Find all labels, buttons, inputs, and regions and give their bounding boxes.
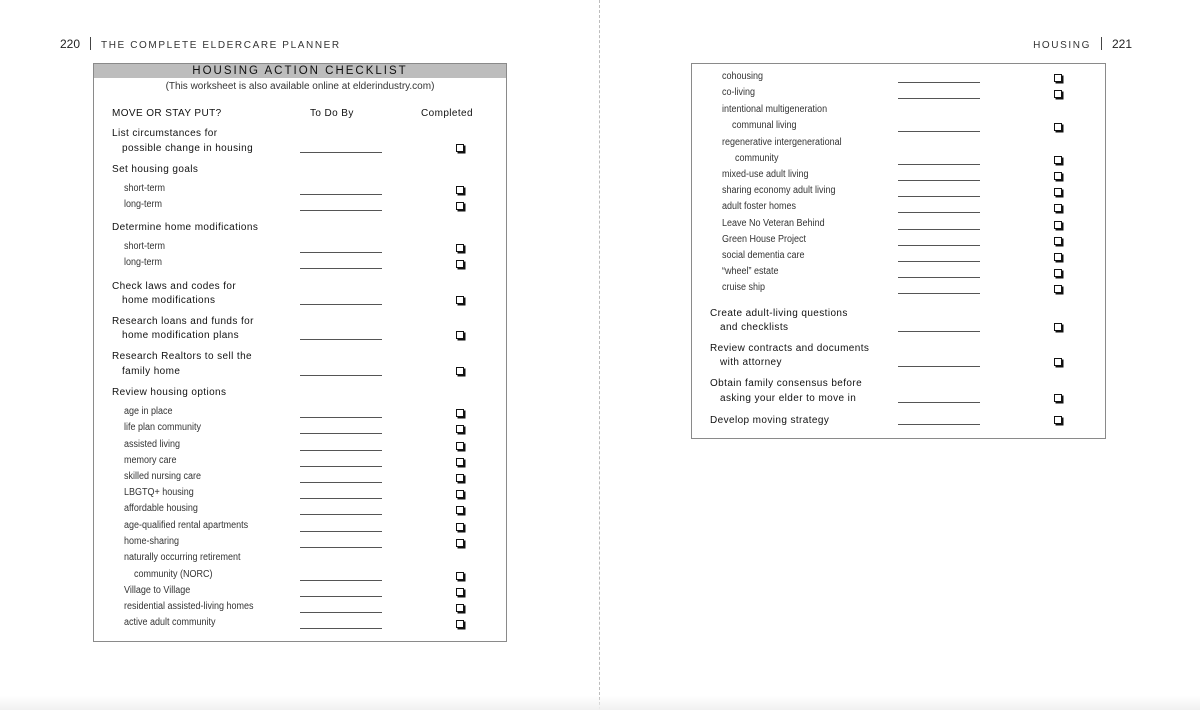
checklist-box-right [691, 63, 1106, 439]
completed-checkbox[interactable] [456, 244, 464, 252]
completed-checkbox[interactable] [456, 202, 464, 210]
option-label: cruise ship [722, 282, 766, 293]
option-label: “wheel” estate [722, 266, 779, 277]
to-do-by-field[interactable] [898, 131, 980, 132]
to-do-by-field[interactable] [300, 268, 382, 269]
option-label: Village to Village [124, 585, 191, 596]
task-label: Review contracts and documents [710, 343, 870, 354]
task-label: home modifications [122, 295, 216, 306]
option-label: active adult community [124, 617, 216, 628]
page-bottom-shadow [0, 696, 1200, 710]
completed-checkbox[interactable] [1054, 237, 1062, 245]
completed-checkbox[interactable] [456, 442, 464, 450]
to-do-by-field[interactable] [300, 580, 382, 581]
option-label: LBGTQ+ housing [124, 487, 194, 498]
task-label: asking your elder to move in [720, 393, 857, 404]
completed-checkbox[interactable] [1054, 74, 1062, 82]
to-do-by-field[interactable] [300, 466, 382, 467]
option-label: mixed-use adult living [722, 169, 809, 180]
to-do-by-field[interactable] [300, 194, 382, 195]
option-label: long-term [124, 257, 163, 268]
to-do-by-field[interactable] [300, 450, 382, 451]
to-do-by-field[interactable] [898, 212, 980, 213]
completed-checkbox[interactable] [456, 425, 464, 433]
column-header-completed: Completed [421, 108, 473, 119]
option-label: adult foster homes [722, 201, 797, 212]
completed-checkbox[interactable] [456, 144, 464, 152]
option-label: age in place [124, 406, 173, 417]
completed-checkbox[interactable] [1054, 172, 1062, 180]
completed-checkbox[interactable] [1054, 90, 1062, 98]
option-label: age-qualified rental apartments [124, 520, 249, 531]
option-label: community (NORC) [134, 569, 213, 580]
to-do-by-field[interactable] [898, 366, 980, 367]
option-label: Leave No Veteran Behind [722, 218, 825, 229]
option-label: residential assisted-living homes [124, 601, 254, 612]
to-do-by-field[interactable] [898, 98, 980, 99]
to-do-by-field[interactable] [300, 531, 382, 532]
completed-checkbox[interactable] [456, 523, 464, 531]
task-label: possible change in housing [122, 143, 254, 154]
option-label: naturally occurring retirement [124, 552, 241, 563]
task-label: List circumstances for [112, 128, 218, 139]
option-label: community [735, 153, 779, 164]
completed-checkbox[interactable] [1054, 188, 1062, 196]
option-label: sharing economy adult living [722, 185, 836, 196]
completed-checkbox[interactable] [456, 186, 464, 194]
task-label: and checklists [720, 322, 789, 333]
completed-checkbox[interactable] [1054, 285, 1062, 293]
task-label: Create adult-living questions [710, 308, 848, 319]
to-do-by-field[interactable] [300, 252, 382, 253]
completed-checkbox[interactable] [456, 490, 464, 498]
left-running-title: THE COMPLETE ELDERCARE PLANNER [101, 40, 341, 51]
completed-checkbox[interactable] [456, 620, 464, 628]
to-do-by-field[interactable] [300, 339, 382, 340]
option-label: communal living [732, 120, 797, 131]
running-head-divider [1101, 37, 1102, 50]
completed-checkbox[interactable] [1054, 156, 1062, 164]
task-label: Review housing options [112, 387, 227, 398]
completed-checkbox[interactable] [456, 539, 464, 547]
completed-checkbox[interactable] [1054, 221, 1062, 229]
to-do-by-field[interactable] [300, 547, 382, 548]
running-head-divider [90, 37, 91, 50]
option-label: co-living [722, 87, 756, 98]
checklist-title: HOUSING ACTION CHECKLIST [94, 64, 506, 78]
to-do-by-field[interactable] [300, 304, 382, 305]
to-do-by-field[interactable] [300, 498, 382, 499]
task-label: with attorney [720, 357, 782, 368]
to-do-by-field[interactable] [898, 331, 980, 332]
right-running-title: HOUSING [1033, 40, 1091, 51]
to-do-by-field[interactable] [898, 164, 980, 165]
completed-checkbox[interactable] [456, 367, 464, 375]
task-label: Determine home modifications [112, 222, 259, 233]
option-label: short-term [124, 183, 166, 194]
task-label: Develop moving strategy [710, 415, 830, 426]
task-label: Check laws and codes for [112, 281, 237, 292]
to-do-by-field[interactable] [300, 628, 382, 629]
to-do-by-field[interactable] [300, 417, 382, 418]
task-label: Obtain family consensus before [710, 378, 863, 389]
task-label: Research Realtors to sell the [112, 351, 252, 362]
option-label: affordable housing [124, 503, 198, 514]
to-do-by-field[interactable] [898, 82, 980, 83]
task-label: Research loans and funds for [112, 316, 254, 327]
option-label: life plan community [124, 422, 202, 433]
to-do-by-field[interactable] [898, 424, 980, 425]
left-page-number: 220 [60, 37, 81, 51]
completed-checkbox[interactable] [456, 474, 464, 482]
column-header-todo: To Do By [310, 108, 354, 119]
completed-checkbox[interactable] [456, 331, 464, 339]
to-do-by-field[interactable] [300, 433, 382, 434]
option-label: cohousing [722, 71, 764, 82]
to-do-by-field[interactable] [300, 596, 382, 597]
left-running-head [60, 37, 341, 51]
completed-checkbox[interactable] [1054, 269, 1062, 277]
option-label: skilled nursing care [124, 471, 202, 482]
option-label: long-term [124, 199, 163, 210]
to-do-by-field[interactable] [898, 277, 980, 278]
to-do-by-field[interactable] [898, 180, 980, 181]
completed-checkbox[interactable] [456, 572, 464, 580]
option-label: memory care [124, 455, 177, 466]
to-do-by-field[interactable] [898, 245, 980, 246]
completed-checkbox[interactable] [456, 458, 464, 466]
completed-checkbox[interactable] [456, 409, 464, 417]
right-running-head [1033, 37, 1132, 51]
option-label: short-term [124, 241, 166, 252]
option-label: assisted living [124, 439, 181, 450]
to-do-by-field[interactable] [300, 482, 382, 483]
completed-checkbox[interactable] [1054, 416, 1062, 424]
completed-checkbox[interactable] [1054, 204, 1062, 212]
completed-checkbox[interactable] [456, 296, 464, 304]
to-do-by-field[interactable] [898, 196, 980, 197]
completed-checkbox[interactable] [1054, 394, 1062, 402]
option-label: regenerative intergenerational [722, 137, 842, 148]
checklist-subtitle: (This worksheet is also available online at elderindustry.com) [165, 81, 435, 92]
option-label: Green House Project [722, 234, 807, 245]
option-label: home-sharing [124, 536, 180, 547]
task-label: Set housing goals [112, 164, 199, 175]
completed-checkbox[interactable] [456, 588, 464, 596]
task-label: home modification plans [122, 330, 240, 341]
to-do-by-field[interactable] [300, 514, 382, 515]
to-do-by-field[interactable] [898, 261, 980, 262]
completed-checkbox[interactable] [1054, 253, 1062, 261]
completed-checkbox[interactable] [1054, 358, 1062, 366]
to-do-by-field[interactable] [898, 229, 980, 230]
completed-checkbox[interactable] [456, 506, 464, 514]
section-heading: MOVE OR STAY PUT? [112, 108, 222, 119]
completed-checkbox[interactable] [1054, 123, 1062, 131]
to-do-by-field[interactable] [300, 612, 382, 613]
checklist-box-left [93, 63, 507, 642]
task-label: family home [122, 366, 181, 377]
right-page [600, 0, 1200, 710]
completed-checkbox[interactable] [456, 604, 464, 612]
to-do-by-field[interactable] [300, 375, 382, 376]
to-do-by-field[interactable] [300, 210, 382, 211]
to-do-by-field[interactable] [898, 402, 980, 403]
completed-checkbox[interactable] [1054, 323, 1062, 331]
to-do-by-field[interactable] [898, 293, 980, 294]
to-do-by-field[interactable] [300, 152, 382, 153]
option-label: intentional multigeneration [722, 104, 828, 115]
option-label: social dementia care [722, 250, 805, 261]
completed-checkbox[interactable] [456, 260, 464, 268]
right-page-number: 221 [1111, 37, 1132, 51]
